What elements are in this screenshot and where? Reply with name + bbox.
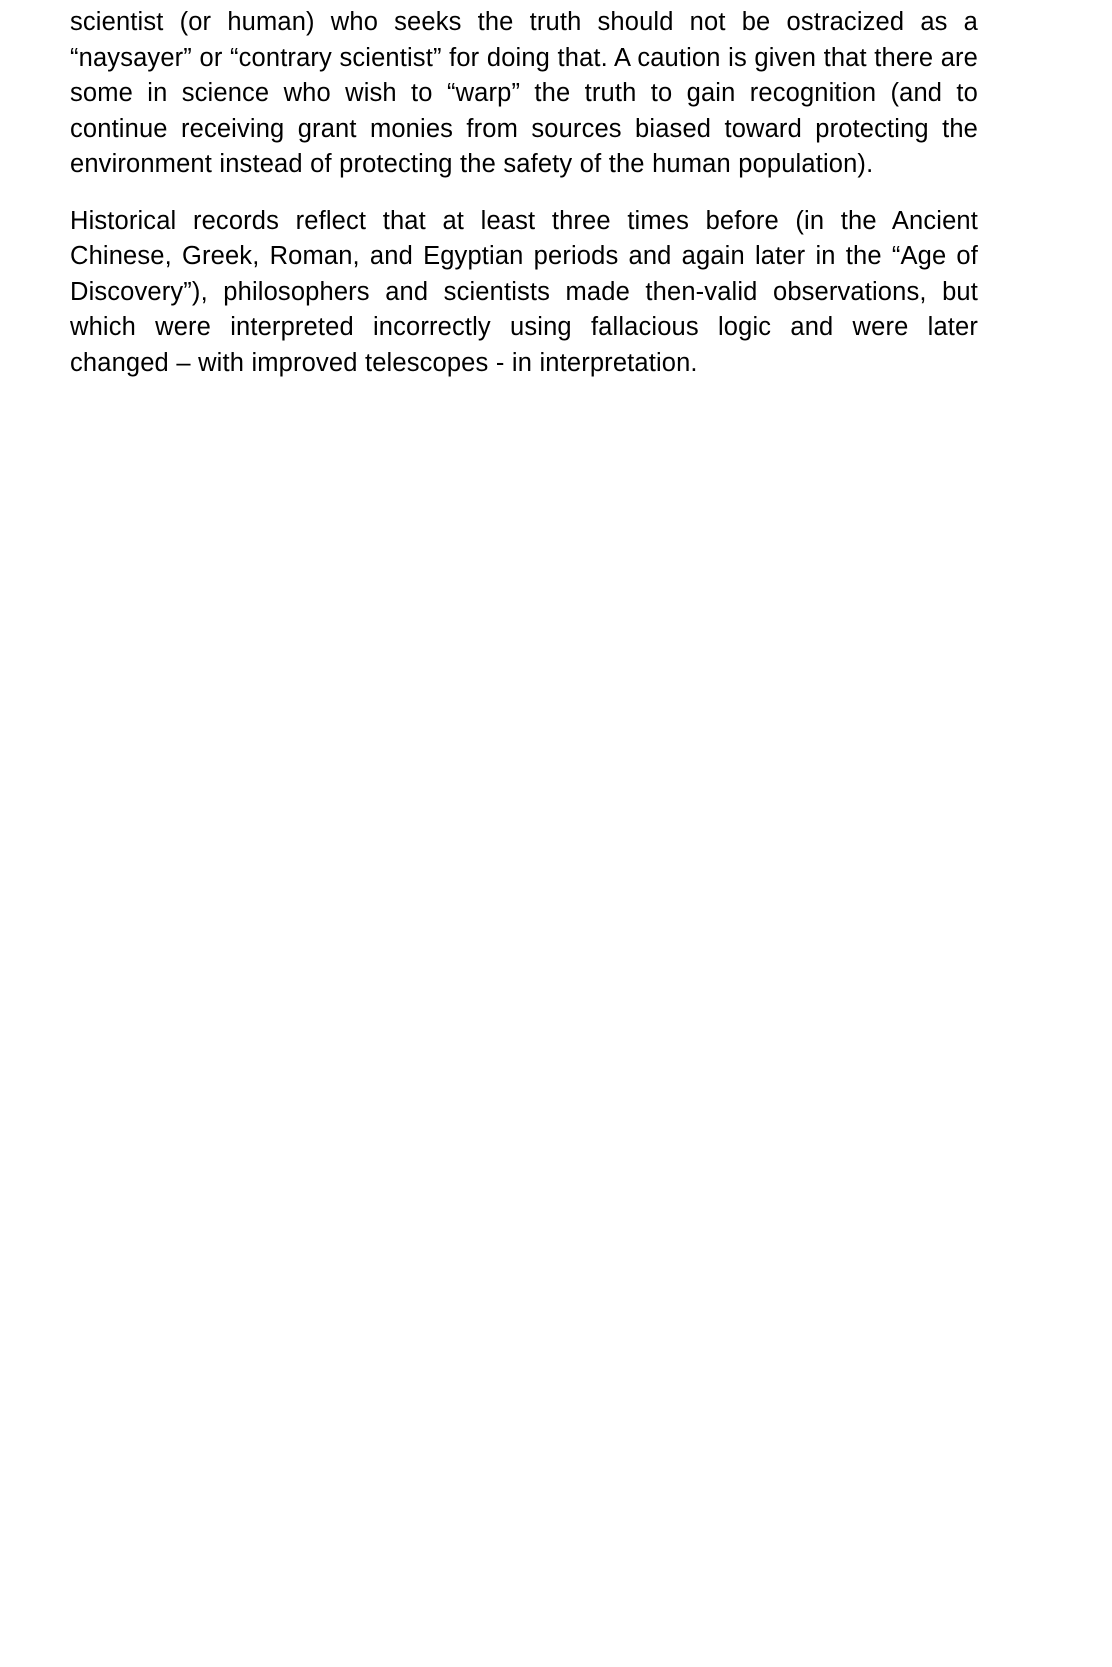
page-text-column xyxy=(70,5,978,381)
paragraph-2: Historical records reflect that at least three times before (in the Ancient Chinese, Greek, Roman, and Egyptian periods and again later in the “Age of Discovery”), philosophers and scientists made then-valid observations, but which were interpreted incorrectly using fallacious logic and were later changed – with improved telescopes - in interpretation. xyxy=(70,206,978,377)
paragraph-1: scientist (or human) who seeks the truth should not be ostracized as a “naysayer” or “contrary scientist” for doing that. A caution is given that there are some in science who wish to “warp” the truth to gain recognition (and to continue receiving grant monies from sources biased toward protecting the environment instead of protecting the safety of the human population). xyxy=(70,8,978,178)
